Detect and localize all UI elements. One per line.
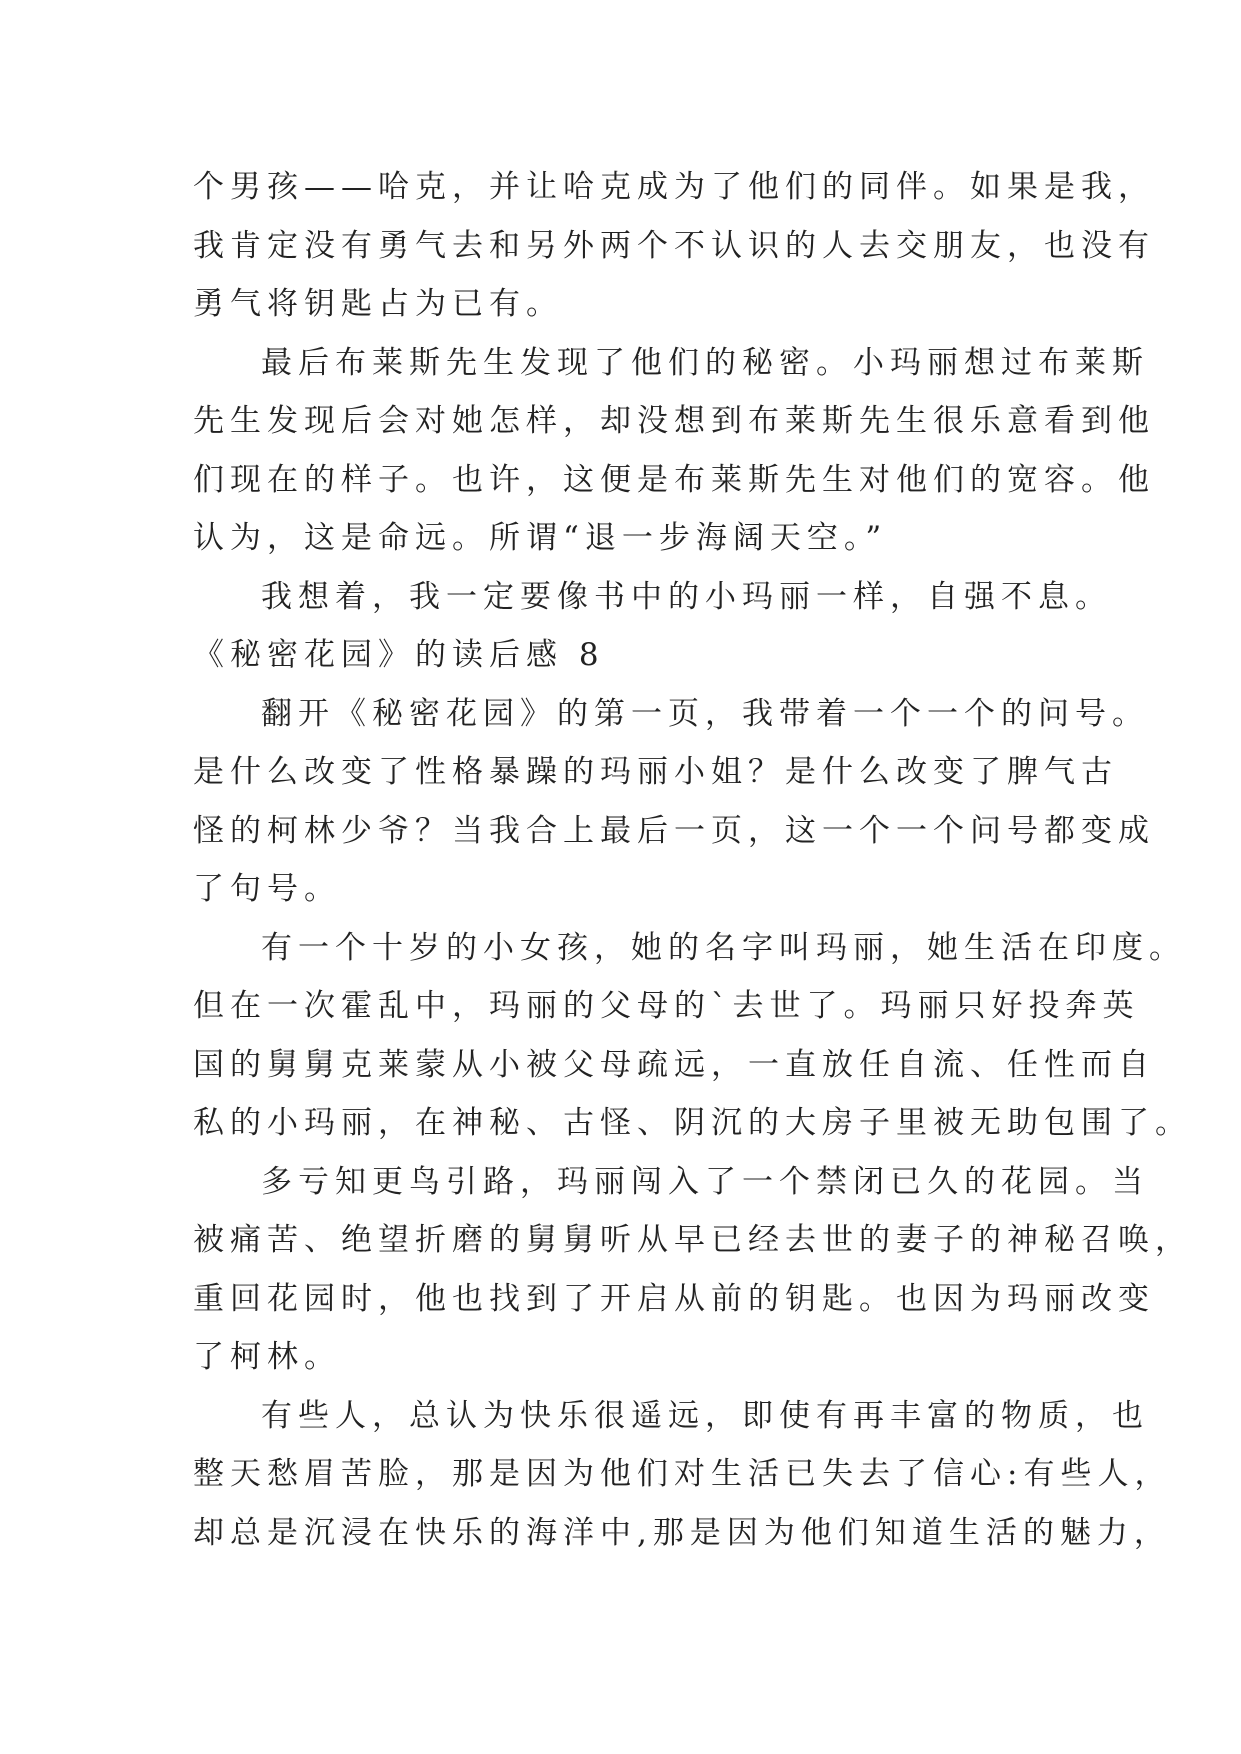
text-line: 了柯林。 — [193, 1339, 341, 1375]
paragraph-first-line: 有一个十岁的小女孩，她的名字叫玛丽，她生活在印度。 — [261, 929, 1186, 966]
paragraph-first-line: 有些人，总认为快乐很遥远，即使有再丰富的物质，也 — [261, 1397, 1149, 1434]
section-heading: 《秘密花园》的读后感 8 — [193, 637, 605, 673]
text-line: 整天愁眉苦脸，那是因为他们对生活已失去了信心:有些人， — [193, 1456, 1172, 1492]
text-line: 被痛苦、绝望折磨的舅舅听从早已经去世的妻子的神秘召唤， — [193, 1222, 1192, 1258]
document-body — [193, 158, 1192, 1562]
text-line: 但在一次霍乱中，玛丽的父母的`去世了。玛丽只好投奔英 — [193, 988, 1140, 1024]
text-line: 却总是沉浸在快乐的海洋中,那是因为他们知道生活的魅力， — [193, 1514, 1171, 1551]
text-line: 怪的柯林少爷？当我合上最后一页，这一个一个问号都变成 — [193, 812, 1155, 849]
paragraph-first-line: 我想着，我一定要像书中的小玛丽一样，自强不息。 — [261, 578, 1112, 615]
text-line: 个男孩——哈克，并让哈克成为了他们的同伴。如果是我， — [193, 169, 1155, 205]
text-line: 们现在的样子。也许，这便是布莱斯先生对他们的宽容。他 — [193, 461, 1155, 498]
text-line: 勇气将钥匙占为已有。 — [193, 286, 563, 322]
paragraph-first-line: 翻开《秘密花园》的第一页，我带着一个一个的问号。 — [261, 695, 1149, 732]
paragraph-first-line: 最后布莱斯先生发现了他们的秘密。小玛丽想过布莱斯 — [261, 344, 1149, 381]
text-line: 我肯定没有勇气去和另外两个不认识的人去交朋友，也没有 — [193, 227, 1155, 264]
text-line: 了句号。 — [193, 871, 341, 907]
text-line: 是什么改变了性格暴躁的玛丽小姐？是什么改变了脾气古 — [193, 754, 1118, 790]
text-line: 私的小玛丽，在神秘、古怪、阴沉的大房子里被无助包围了。 — [193, 1105, 1192, 1141]
text-line: 重回花园时，他也找到了开启从前的钥匙。也因为玛丽改变 — [193, 1280, 1155, 1317]
text-line: 认为，这是命远。所谓“退一步海阔天空。” — [193, 520, 888, 556]
paragraph-first-line: 多亏知更鸟引路，玛丽闯入了一个禁闭已久的花园。当 — [261, 1163, 1149, 1200]
text-line: 先生发现后会对她怎样，却没想到布莱斯先生很乐意看到他 — [193, 403, 1155, 439]
text-line: 国的舅舅克莱蒙从小被父母疏远，一直放任自流、任性而自 — [193, 1046, 1155, 1083]
